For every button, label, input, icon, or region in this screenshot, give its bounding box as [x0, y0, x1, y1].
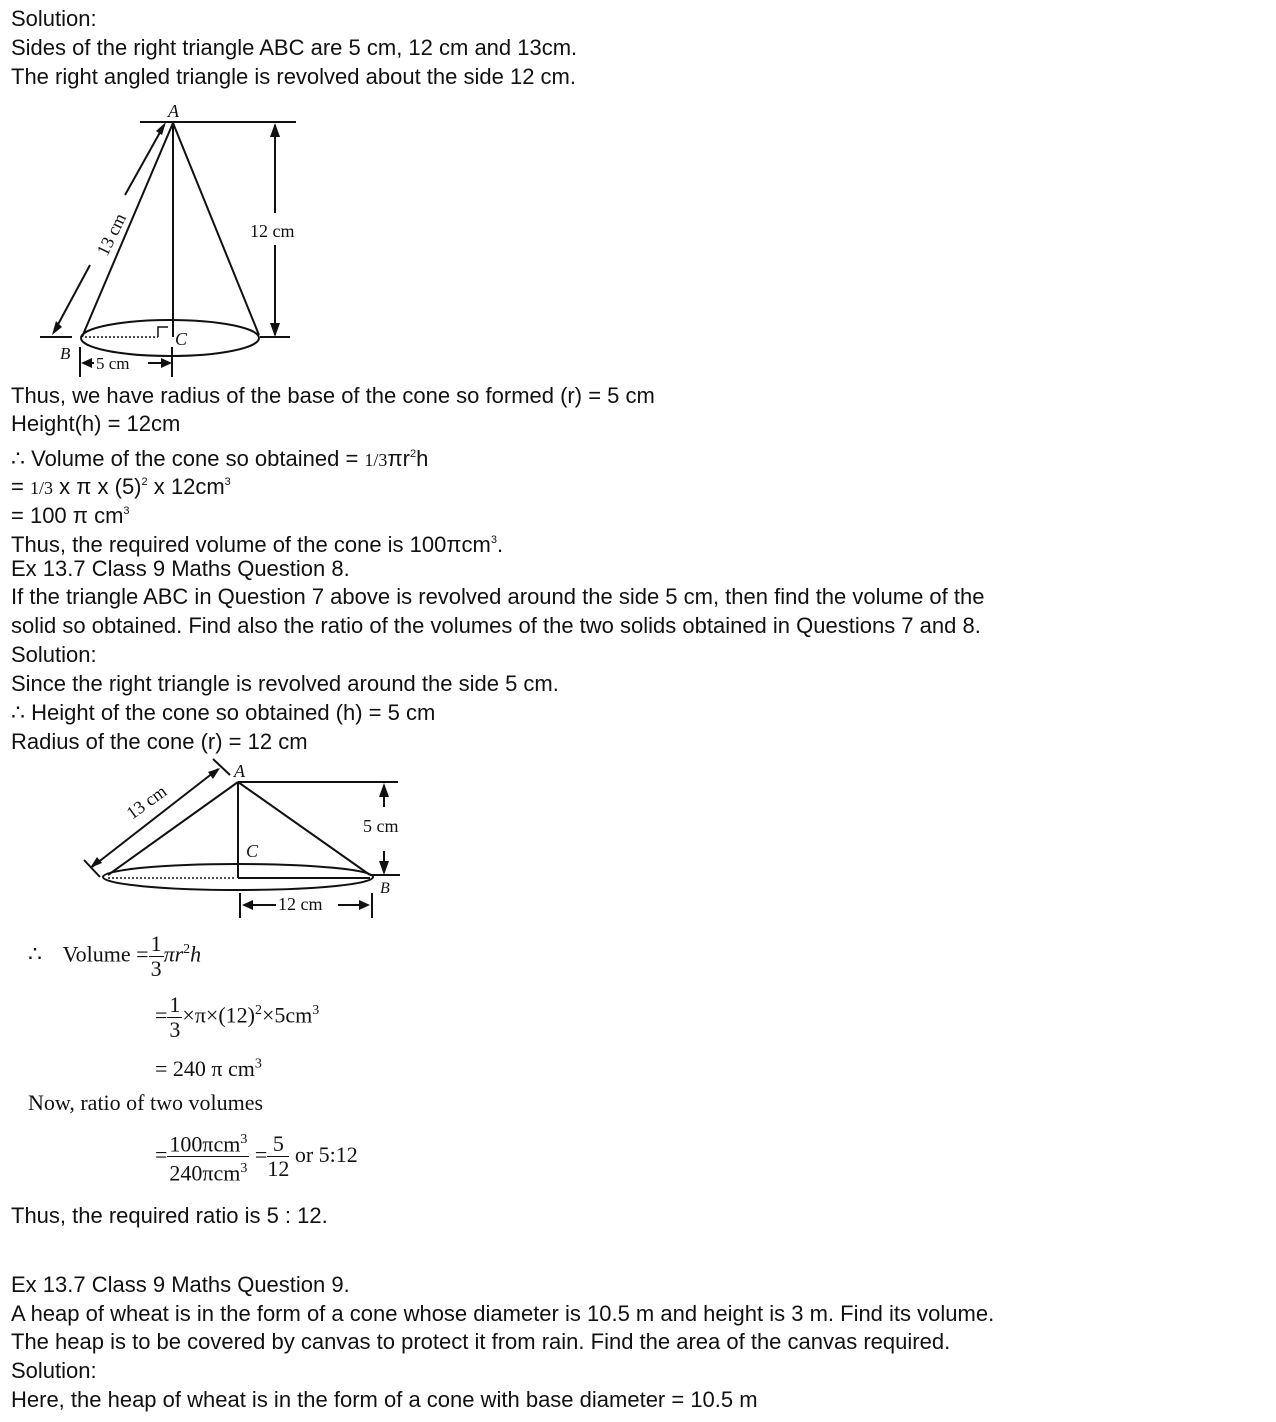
q8-volume-step2 [155, 993, 319, 1042]
numerator: 1 [150, 931, 162, 956]
q7-radius-text: Thus, we have radius of the base of the cone so formed (r) = 5 cm [11, 383, 655, 408]
q8-solution-line2: ∴ Height of the cone so obtained (h) = 5 cm [11, 700, 436, 725]
denominator: 12 [267, 1156, 290, 1182]
q7-sides-text: Sides of the right triangle ABC are 5 cm, 12 cm and 13cm. [11, 35, 578, 60]
fraction: 1/3 [29, 478, 53, 498]
q8-question-line2: solid so obtained. Find also the ratio of the volumes of the two solids obtained in Questions 7 and 8. [11, 613, 981, 638]
q9-title: Ex 13.7 Class 9 Maths Question 9. [11, 1272, 350, 1297]
eq: = [155, 1141, 168, 1167]
q8-volume-result [155, 1056, 262, 1082]
exponent: 3 [240, 1132, 248, 1147]
fraction-one-third [149, 932, 164, 981]
denominator: 3 [150, 956, 162, 981]
step2-end: ×5cm [262, 1002, 313, 1028]
q8-ratio-fraction [155, 1128, 358, 1186]
fraction: 1/3 [364, 450, 388, 470]
q8-solution-line3: Radius of the cone (r) = 12 cm [11, 729, 308, 754]
denominator-value: 240πcm [169, 1160, 241, 1186]
q8-conclusion: Thus, the required ratio is 5 : 12. [11, 1203, 328, 1228]
radius-label: 12 cm [278, 894, 323, 914]
calc-end: x 12cm [147, 474, 225, 499]
therefore-symbol: ∴ [28, 941, 42, 967]
exponent: 2 [255, 1003, 262, 1019]
cone-diagram-q7 [30, 95, 330, 380]
conclusion-text: Thus, the required volume of the cone is 100πcm [11, 532, 491, 557]
q9-question-line2: The heap is to be covered by canvas to protect it from rain. Find the area of the canvas required. [11, 1329, 951, 1354]
result: = 240 π cm [155, 1056, 255, 1081]
exponent: 3 [240, 1161, 248, 1177]
period: . [497, 532, 504, 557]
denominator [167, 1157, 249, 1185]
result: = 100 π cm [11, 503, 124, 528]
height-label: 5 cm [363, 816, 399, 836]
exponent: 3 [123, 505, 130, 517]
slant-label: 13 cm [122, 780, 171, 824]
center-c-label: C [175, 329, 188, 349]
exponent: 3 [224, 476, 231, 488]
exponent: 3 [312, 1003, 320, 1019]
apex-label: A [234, 761, 245, 781]
numerator: 5 [267, 1132, 289, 1157]
volume-label: Volume [62, 941, 131, 967]
step2-mid: ×π×(12) [182, 1002, 255, 1028]
slant-label: 13 cm [92, 209, 131, 259]
pi-r: πr [163, 941, 184, 967]
base-b-label: B [380, 880, 390, 897]
q8-title: Ex 13.7 Class 9 Maths Question 8. [11, 556, 350, 581]
q9-solution-line1: Here, the heap of wheat is in the form of a cone with base diameter = 10.5 m [11, 1387, 758, 1412]
h: h [190, 941, 202, 967]
exponent: 2 [409, 448, 417, 460]
q7-revolved-text: The right angled triangle is revolved about the side 12 cm. [11, 64, 576, 89]
numerator [167, 1128, 249, 1157]
q8-volume-step1 [28, 932, 201, 981]
center-c-label: C [246, 841, 259, 861]
volume-prefix: ∴ Volume of the cone so obtained = [11, 446, 365, 471]
eq: = [11, 474, 30, 499]
calc-mid: x π x (5) [52, 474, 142, 499]
ratio-or-text: or 5:12 [294, 1141, 358, 1167]
exponent: 3 [254, 1056, 262, 1072]
fraction-one-third [167, 993, 182, 1042]
q8-ratio-intro: Now, ratio of two volumes [28, 1090, 264, 1115]
q8-solution-label: Solution: [11, 642, 97, 667]
ratio-fraction [167, 1128, 249, 1186]
q7-height-text: Height(h) = 12cm [11, 411, 181, 436]
q8-question-line1: If the triangle ABC in Question 7 above is revolved around the side 5 cm, then find the volume of the [11, 584, 985, 609]
apex-label: A [168, 101, 179, 121]
eq: = [136, 941, 149, 967]
q8-solution-line1: Since the right triangle is revolved around the side 5 cm. [11, 671, 559, 696]
q9-solution-label: Solution: [11, 1358, 97, 1383]
q9-question-line1: A heap of wheat is in the form of a cone whose diameter is 10.5 m and height is 3 m. Find its volume. [11, 1301, 995, 1326]
cone-diagram-q8 [70, 755, 420, 925]
eq: = [254, 1141, 268, 1167]
numerator: 1 [169, 992, 181, 1017]
denominator: 3 [169, 1017, 181, 1042]
exponent: 2 [141, 476, 148, 488]
q7-solution-label: Solution: [11, 6, 97, 31]
eq: = [155, 1002, 168, 1028]
exponent: 2 [183, 942, 191, 958]
base-b-label: B [60, 344, 71, 363]
radius-label: 5 cm [96, 354, 130, 373]
numerator-value: 100πcm [169, 1131, 241, 1157]
height-label: 12 cm [250, 221, 295, 241]
simplified-fraction [267, 1132, 289, 1181]
exponent: 3 [490, 534, 497, 546]
h: h [416, 446, 429, 471]
pi-r: πr [387, 446, 410, 471]
